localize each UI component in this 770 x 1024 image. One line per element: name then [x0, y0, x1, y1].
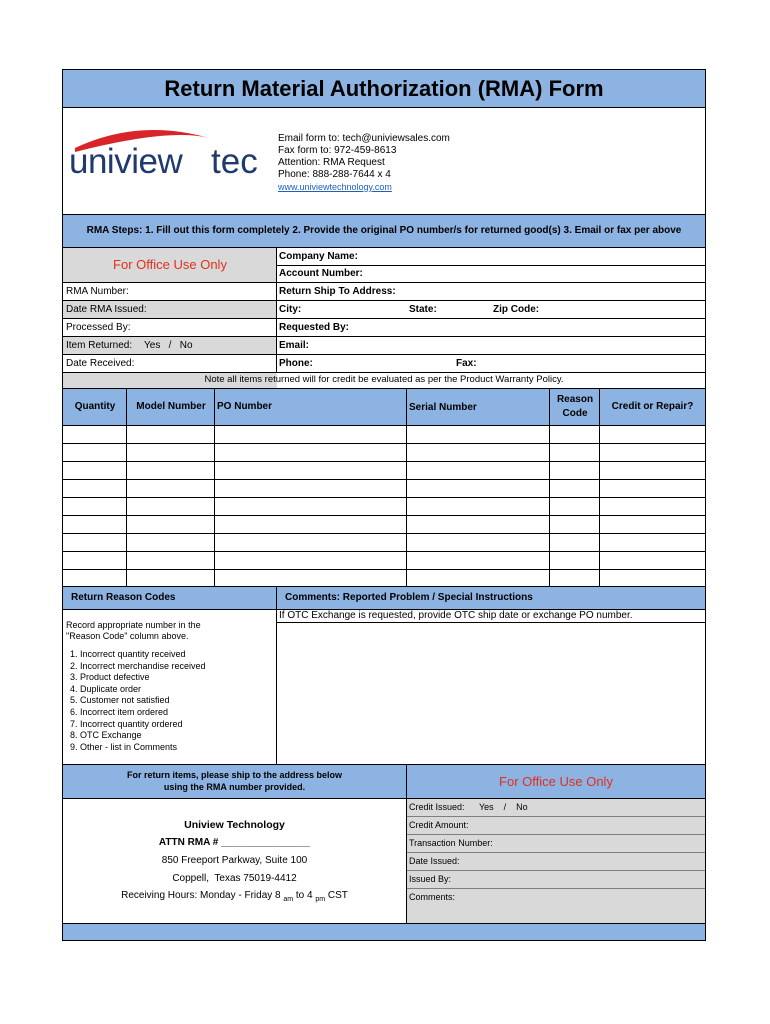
- date-received-field[interactable]: Date Received:: [66, 358, 135, 369]
- reason-code-header: Reason Code: [556, 394, 594, 419]
- logo-text-tec: tec: [211, 142, 258, 181]
- account-number-field[interactable]: Account Number:: [279, 268, 363, 279]
- transaction-number-field[interactable]: Transaction Number:: [409, 838, 493, 848]
- item-returned-field[interactable]: Item Returned:: [66, 340, 133, 351]
- ship-city: Coppell, Texas 75019-4412: [172, 873, 297, 884]
- list-item: 4. Duplicate order: [70, 683, 142, 694]
- date-issued-field[interactable]: Date Issued:: [409, 856, 460, 866]
- issued-by-field[interactable]: Issued By:: [409, 874, 452, 884]
- contact-fax: Fax form to: 972-459-8613: [278, 145, 397, 156]
- city-field[interactable]: City:: [279, 304, 302, 315]
- otc-exchange-note: If OTC Exchange is requested, provide OTC ship date or exchange PO number.: [279, 610, 633, 621]
- office-use-label-top: For Office Use Only: [113, 257, 227, 272]
- credit-amount-field[interactable]: Credit Amount:: [409, 820, 469, 830]
- company-logo: [69, 122, 275, 182]
- contact-phone: Phone: 888-288-7644 x 4: [278, 169, 391, 180]
- list-item: 7. Incorrect quantity ordered: [70, 718, 183, 729]
- ship-street: 850 Freeport Parkway, Suite 100: [161, 855, 308, 866]
- page-title: Return Material Authorization (RMA) Form: [164, 76, 604, 101]
- item-returned-yes-no[interactable]: Yes / No: [144, 340, 193, 351]
- ship-instruction: For return items, please ship to the address below using the RMA number provided.: [126, 770, 343, 792]
- model-number-header: Model Number: [136, 401, 206, 412]
- reason-codes-header: Return Reason Codes: [71, 592, 176, 603]
- ship-to-address-field[interactable]: Return Ship To Address:: [279, 286, 396, 297]
- quantity-header: Quantity: [74, 401, 116, 412]
- office-comments-field[interactable]: Comments:: [409, 892, 456, 902]
- date-rma-issued-field[interactable]: Date RMA Issued:: [66, 304, 147, 315]
- state-field[interactable]: State:: [409, 304, 437, 315]
- warranty-note: Note all items returned will for credit be evaluated as per the Product Warranty Policy.: [204, 374, 564, 385]
- comments-header: Comments: Reported Problem / Special Instructions: [285, 592, 533, 603]
- reason-code-list: [70, 649, 206, 753]
- table-row: [63, 515, 705, 516]
- receiving-hours: Receiving Hours: Monday - Friday 8 $_{am}$ to 4 $_{pm}$ CST: [121, 890, 348, 903]
- rma-steps: RMA Steps: 1. Fill out this form completely 2. Provide the original PO number/s for returned good(s) 3. Email or fax per above: [86, 225, 682, 236]
- contact-block: [278, 133, 698, 193]
- table-row: [63, 551, 705, 552]
- reason-code-instruction: Record appropriate number in the "Reason Code" column above.: [66, 620, 201, 641]
- company-name-field[interactable]: Company Name:: [279, 251, 358, 262]
- processed-by-field[interactable]: Processed By:: [66, 322, 131, 333]
- table-row: [63, 497, 705, 498]
- requested-by-field[interactable]: Requested By:: [279, 322, 350, 333]
- contact-email: Email form to: tech@univiewsales.com: [278, 133, 450, 144]
- list-item: 1. Incorrect quantity received: [70, 649, 186, 659]
- logo-text-uniview: uniview: [69, 142, 183, 181]
- rma-form: [62, 69, 706, 941]
- table-row: [63, 461, 705, 462]
- credit-issued-field[interactable]: Credit Issued:: [409, 802, 465, 812]
- list-item: 2. Incorrect merchandise received: [70, 660, 206, 671]
- table-row: [63, 569, 705, 570]
- rma-number-field[interactable]: RMA Number:: [66, 286, 129, 297]
- ship-company: Uniview Technology: [184, 819, 285, 831]
- table-row: [63, 443, 705, 444]
- list-item: 3. Product defective: [70, 672, 150, 683]
- list-item: 8. OTC Exchange: [70, 730, 142, 741]
- footer-bar: [63, 924, 705, 940]
- table-row: [63, 533, 705, 534]
- po-number-header: PO Number: [217, 401, 273, 412]
- serial-number-header: Serial Number: [409, 402, 477, 413]
- list-item: 9. Other - list in Comments: [70, 741, 178, 752]
- comments-textarea[interactable]: [277, 623, 705, 764]
- credit-or-repair-header: Credit or Repair?: [611, 401, 694, 412]
- office-use-label-bottom: For Office Use Only: [499, 774, 613, 789]
- list-item: 5. Customer not satisfied: [70, 695, 170, 706]
- credit-issued-yes-no[interactable]: Yes / No: [479, 802, 528, 812]
- zip-code-field[interactable]: Zip Code:: [493, 304, 540, 315]
- email-field[interactable]: Email:: [279, 340, 310, 351]
- phone-field[interactable]: Phone:: [279, 358, 313, 369]
- ship-attn-rma[interactable]: ATTN RMA # ________________: [158, 837, 311, 848]
- website-link[interactable]: www.univiewtechnology.com: [278, 182, 392, 192]
- fax-field[interactable]: Fax:: [456, 358, 477, 369]
- contact-attention: Attention: RMA Request: [278, 157, 385, 168]
- list-item: 6. Incorrect item ordered: [70, 706, 169, 717]
- table-row: [63, 479, 705, 480]
